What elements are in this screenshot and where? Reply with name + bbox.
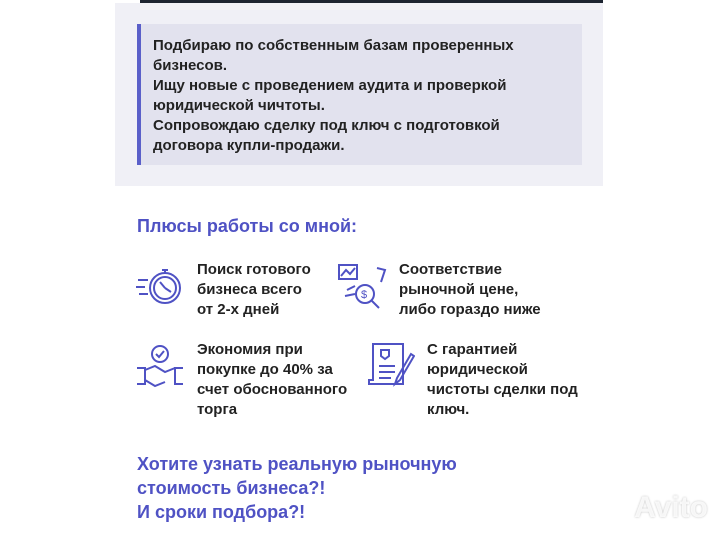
feature-text: Экономия при покупке до 40% за счет обоснованного торга (197, 341, 348, 418)
contract-icon (365, 340, 415, 390)
intro-line: Ищу новые с проведением аудита и проверкой юридической чичтоты. (153, 77, 507, 114)
feature-item (337, 260, 541, 320)
feature-item (365, 340, 578, 420)
intro-quote (137, 24, 582, 165)
feature-text: Поиск готового бизнеса всего от 2-х дней (197, 261, 311, 318)
feature-item (135, 260, 311, 320)
feature-item (135, 340, 347, 420)
intro-line: Подбираю по собственным базам проверенных бизнесов. (153, 37, 514, 74)
benefits-heading: Плюсы работы со мной: (137, 216, 357, 236)
avito-watermark: Avito (634, 491, 708, 524)
handshake-icon (135, 340, 185, 390)
price-analysis-icon (337, 260, 387, 310)
feature-text: Соответствие рыночной цене, либо гораздо ниже (399, 261, 541, 318)
cta-text: Хотите узнать реальную рыночную стоимость бизнеса?! И сроки подбора?! (137, 454, 457, 522)
stopwatch-icon (135, 260, 185, 310)
feature-text: С гарантией юридической чистоты сделки под ключ. (427, 341, 578, 418)
intro-line: Сопровождаю сделку под ключ с подготовкой договора купли-продажи. (153, 117, 500, 154)
svg-text:$: $ (361, 289, 368, 301)
